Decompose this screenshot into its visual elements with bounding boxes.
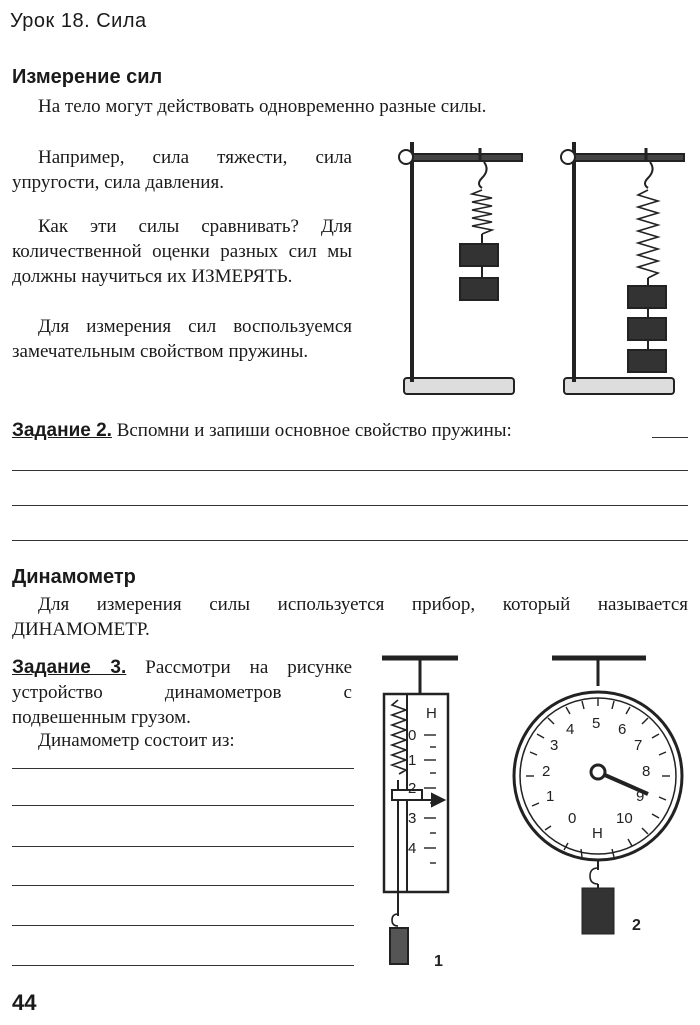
dial-tick-label-8: 8 xyxy=(642,763,651,780)
dial-tick-label-5: 5 xyxy=(592,715,601,732)
section-title-dynamometer: Динамометр xyxy=(12,566,136,588)
intro-text: На тело могут действовать одновременно разные силы. xyxy=(38,96,487,117)
task-3-consists-of: Динамометр состоит из: xyxy=(38,730,235,751)
task-2-answer-line-3[interactable] xyxy=(12,540,688,541)
dial-tick-label-10: 10 xyxy=(616,810,633,827)
task-3-answer-line-4[interactable] xyxy=(12,885,354,886)
task-3-answer-line-5[interactable] xyxy=(12,925,354,926)
linear-tick-label-0: 0 xyxy=(408,727,417,744)
paragraph-compare: Как эти силы сравнивать? Для количественной оценки разных сил мы должны научиться их ИЗМЕРЯТЬ. xyxy=(12,216,352,287)
task-3-text: Рассмотри на рисунке устройство динамометров с подвешенным грузом. xyxy=(12,657,353,728)
dial-caption: 2 xyxy=(632,917,641,934)
task-2-label: Задание 2. xyxy=(12,420,112,441)
stand-long-spring xyxy=(561,142,684,394)
dynamometer-intro: Для измерения силы используется прибор, который называется ДИНАМОМЕТР. xyxy=(12,594,688,640)
section-title-force-measurement: Измерение сил xyxy=(12,66,163,88)
dial-tick-label-7: 7 xyxy=(634,737,643,754)
linear-unit-label: Н xyxy=(426,705,437,722)
task-3-answer-line-2[interactable] xyxy=(12,805,354,806)
dial-tick-label-9: 9 xyxy=(636,788,645,805)
task-3-answer-line-1[interactable] xyxy=(12,768,354,769)
linear-tick-label-4: 4 xyxy=(408,840,417,857)
spring-stands-figure xyxy=(392,132,692,408)
linear-tick-label-3: 3 xyxy=(408,810,417,827)
task-2-prompt xyxy=(12,418,700,443)
page-number: 44 xyxy=(12,990,37,1015)
task-3-label: Задание 3. xyxy=(12,657,127,678)
task-2-answer-line-0[interactable] xyxy=(652,437,688,438)
task-3-answer-line-6[interactable] xyxy=(12,965,354,966)
task-2-answer-line-1[interactable] xyxy=(12,470,688,471)
dial-tick-label-0: 0 xyxy=(568,810,577,827)
dial-tick-label-1: 1 xyxy=(546,788,555,805)
linear-caption: 1 xyxy=(434,953,443,970)
task-3-prompt xyxy=(12,655,352,730)
paragraph-spring: Для измерения сил воспользуемся замечательным свойством пружины. xyxy=(12,316,352,362)
dial-tick-label-6: 6 xyxy=(618,721,627,738)
linear-tick-label-1: 1 xyxy=(408,752,417,769)
stand-short-spring xyxy=(399,142,522,394)
dial-tick-label-3: 3 xyxy=(550,737,559,754)
task-3-answer-line-3[interactable] xyxy=(12,846,354,847)
dial-tick-label-4: 4 xyxy=(566,721,575,738)
dial-unit-label: Н xyxy=(592,825,603,842)
dynamometers-figure xyxy=(370,648,700,978)
lesson-header: Урок 18. Сила xyxy=(10,10,147,32)
dial-tick-label-2: 2 xyxy=(542,763,551,780)
task-2-answer-line-2[interactable] xyxy=(12,505,688,506)
task-2-text: Вспомни и запиши основное свойство пружины: xyxy=(116,420,512,441)
paragraph-examples: Например, сила тяжести, сила упругости, сила давления. xyxy=(12,147,352,193)
linear-tick-label-2: 2 xyxy=(408,780,417,797)
linear-dynamometer xyxy=(382,658,458,964)
